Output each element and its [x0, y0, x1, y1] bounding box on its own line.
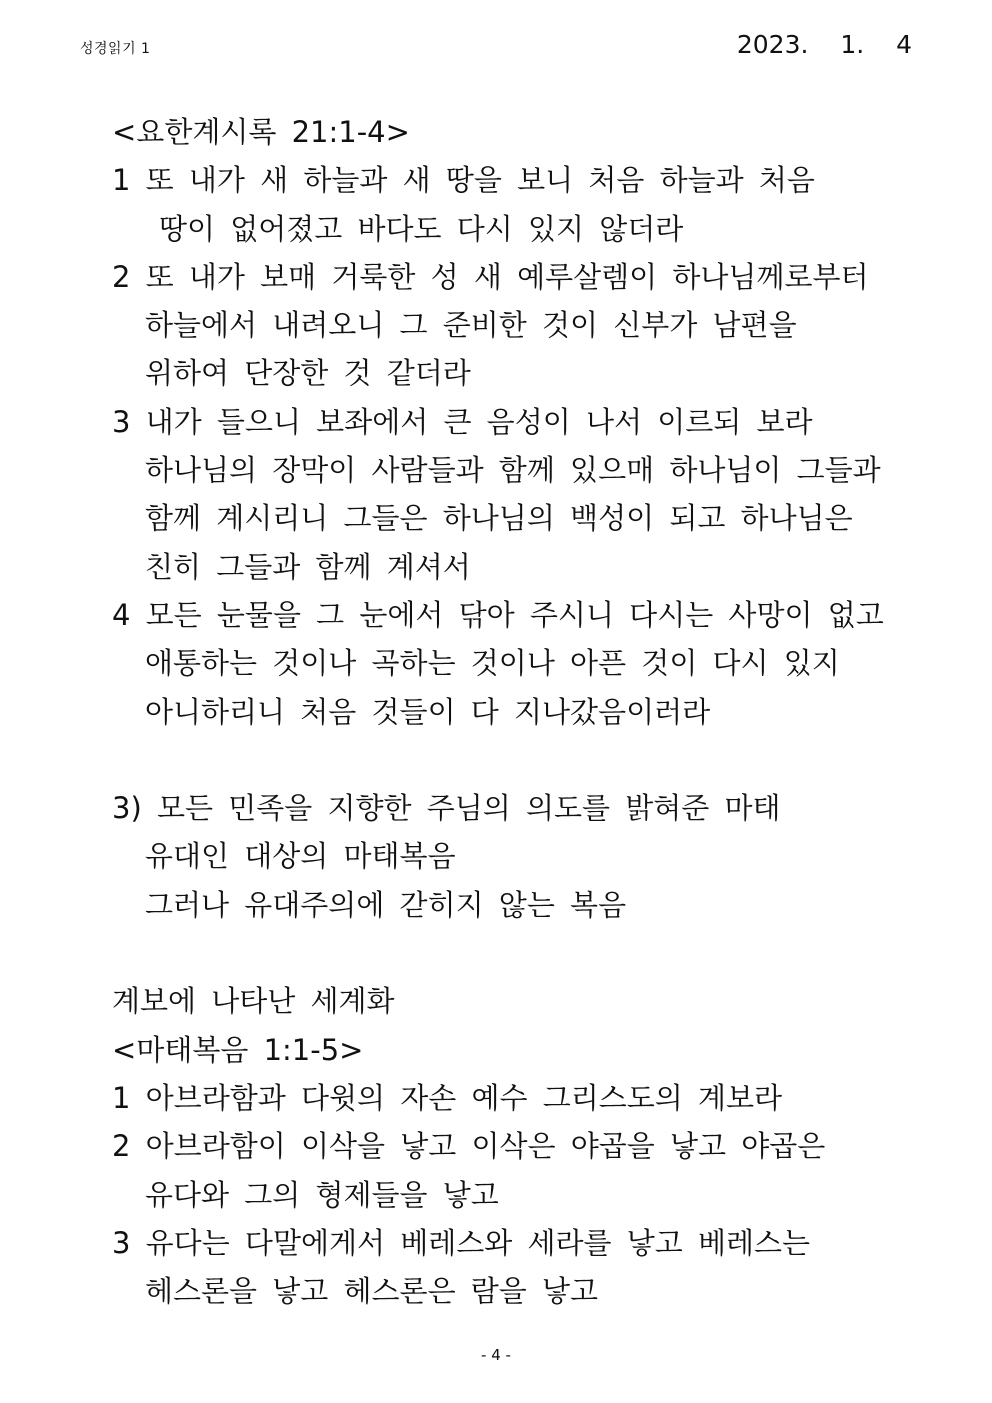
verse-line: 3 내가 들으니 보좌에서 큰 음성이 나서 이르되 보라 — [112, 404, 813, 439]
document-body — [112, 108, 932, 1315]
verse-line: 3 유다는 다말에게서 베레스와 세라를 낳고 베레스는 — [112, 1225, 811, 1260]
verse-line: 유다와 그의 형제들을 낳고 — [145, 1177, 499, 1212]
verse-line: 2 아브라함이 이삭을 낳고 이삭은 야곱을 낳고 야곱은 — [112, 1129, 826, 1164]
matthew-heading: <마태복음 1:1-5> — [112, 1032, 364, 1067]
page-number: - 4 - — [481, 1346, 511, 1364]
document-header-date: 2023. 1. 4 — [736, 30, 912, 59]
verse-line: 땅이 없어졌고 바다도 다시 있지 않더라 — [159, 211, 684, 246]
verse-line: 2 또 내가 보매 거룩한 성 새 예루살렘이 하나님께로부터 — [112, 259, 869, 294]
genealogy-subtitle: 계보에 나타난 세계화 — [112, 984, 395, 1019]
verse-line: 1 아브라함과 다윗의 자손 예수 그리스도의 계보라 — [112, 1080, 783, 1115]
verse-line: 아니하리니 처음 것들이 다 지나갔음이러라 — [145, 694, 711, 729]
revelation-heading: <요한계시록 21:1-4> — [112, 115, 410, 149]
verse-line: 1 또 내가 새 하늘과 새 땅을 보니 처음 하늘과 처음 — [112, 163, 815, 198]
paragraph-spacer — [112, 736, 932, 784]
verse-line: 하나님의 장막이 사람들과 함께 있으매 하나님이 그들과 — [145, 453, 881, 488]
section-line: 유대인 대상의 마태복음 — [145, 839, 456, 874]
section-line: 3) 모든 민족을 지향한 주님의 의도를 밝혀준 마태 — [112, 791, 781, 826]
paragraph-spacer — [112, 929, 932, 977]
verse-line: 위하여 단장한 것 같더라 — [145, 356, 471, 391]
verse-line: 헤스론을 낳고 헤스론은 람을 낳고 — [145, 1274, 599, 1309]
verse-line: 애통하는 것이나 곡하는 것이나 아픈 것이 다시 있지 — [145, 646, 840, 681]
section-line: 그러나 유대주의에 갇히지 않는 복음 — [145, 887, 627, 922]
verse-line: 함께 계시리니 그들은 하나님의 백성이 되고 하나님은 — [145, 501, 853, 536]
verse-line: 친히 그들과 함께 계셔서 — [145, 549, 471, 584]
verse-line: 하늘에서 내려오니 그 준비한 것이 신부가 남편을 — [145, 308, 797, 343]
document-header-title: 성경읽기 1 — [80, 41, 151, 57]
verse-line: 4 모든 눈물을 그 눈에서 닦아 주시니 다시는 사망이 없고 — [112, 597, 884, 632]
